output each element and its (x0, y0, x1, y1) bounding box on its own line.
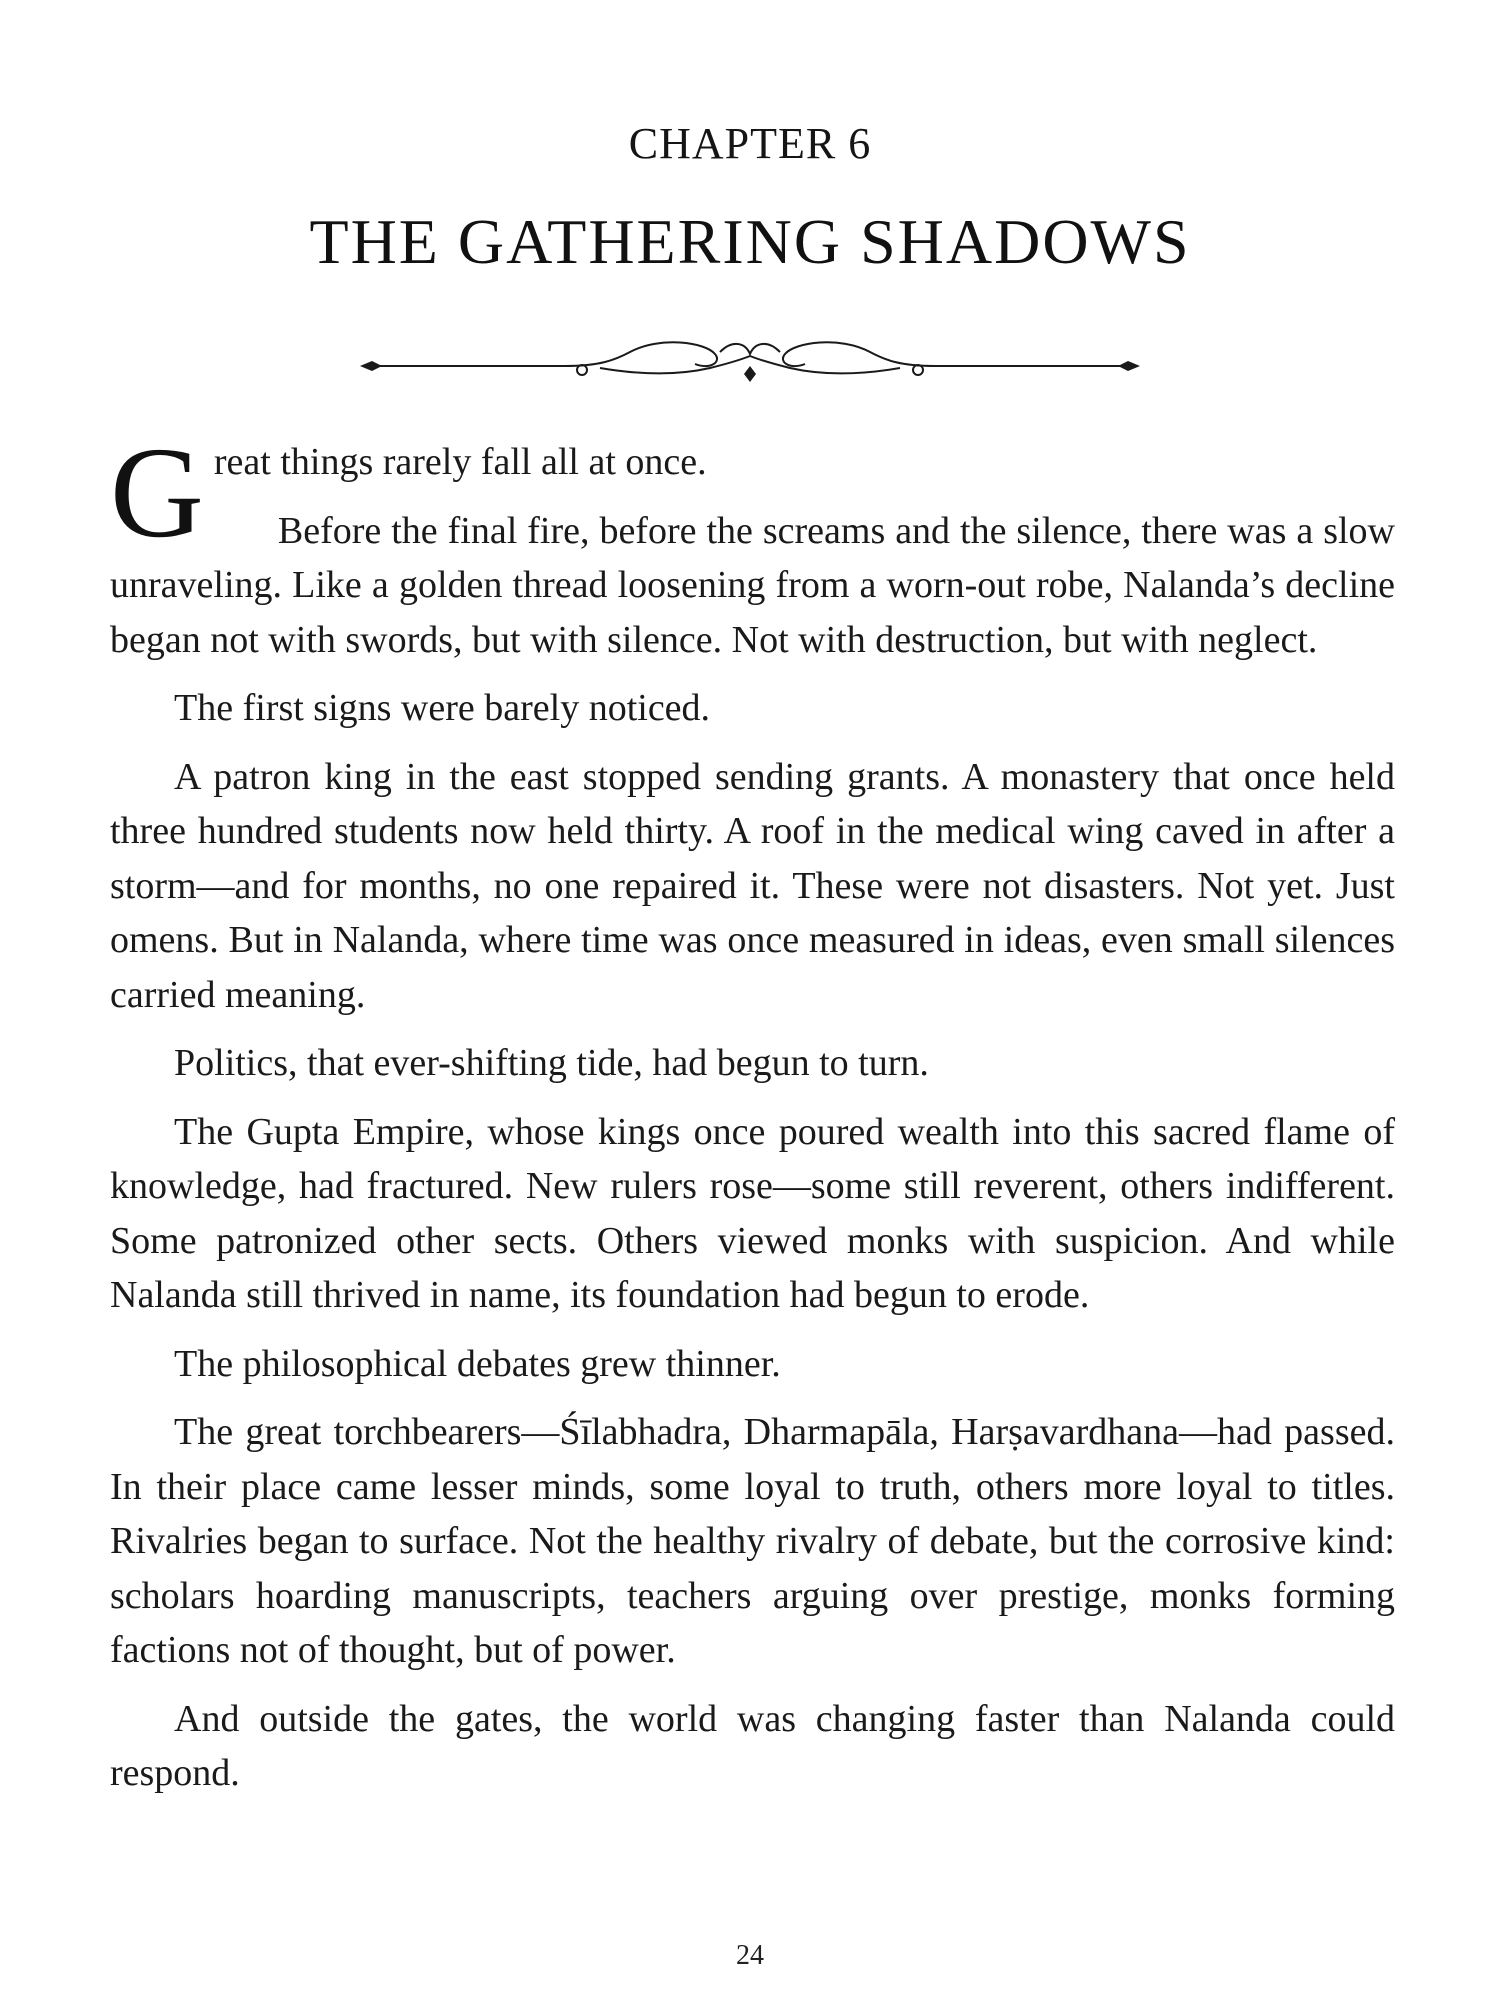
chapter-title: THE GATHERING SHADOWS (309, 206, 1191, 277)
flourish-divider-icon (360, 330, 1140, 400)
page-number: 24 (736, 1940, 764, 1971)
paragraph-5: Politics, that ever-shifting tide, had begun to turn. (174, 1042, 929, 1084)
paragraph-9: And outside the gates, the world was changing faster than Nalanda could respond. (110, 1697, 1395, 1794)
paragraph-4: A patron king in the east stopped sending grants. A monastery that once held three hundred students now held thirty. A roof in the medical wing caved in after a storm—and for months, no one repaired it. These were not disasters. Not yet. Just omens. But in Nalanda, where time was once measured in ideas, even small silences carried meaning. (110, 755, 1395, 1016)
chapter-label: CHAPTER 6 (628, 119, 872, 168)
paragraph-6: The Gupta Empire, whose kings once poured wealth into this sacred flame of knowledge, had fractured. New rulers rose—some still reverent, others indifferent. Some patronized other sects. Others viewed monks with suspicion. And while Nalanda still thrived in name, its foundation had begun to erode. (110, 1110, 1395, 1316)
paragraph-8: The great torchbearers—Śīlabhadra, Dharmapāla, Harṣavardhana—had passed. In their place came lesser minds, some loyal to truth, others more loyal to titles. Rivalries began to surface. Not the healthy rivalry of debate, but the corrosive kind: scholars hoarding manuscripts, teachers arguing over prestige, monks forming factions not of thought, but of power. (110, 1411, 1395, 1671)
paragraph-1-text: reat things rarely fall all at once. (213, 441, 707, 483)
drop-cap: G (110, 421, 204, 565)
paragraph-1 (110, 421, 1395, 565)
chapter-body (110, 421, 1395, 1815)
paragraph-3: The first signs were barely noticed. (174, 687, 711, 729)
paragraph-7: The philosophical debates grew thinner. (174, 1342, 781, 1385)
paragraph-2: Before the final fire, before the screams and the silence, there was a slow unraveling. Like a golden thread loosening from a worn-out robe, Nalanda’s decline began not with swords, but with silence. Not with destruction, but with neglect. (110, 509, 1395, 661)
